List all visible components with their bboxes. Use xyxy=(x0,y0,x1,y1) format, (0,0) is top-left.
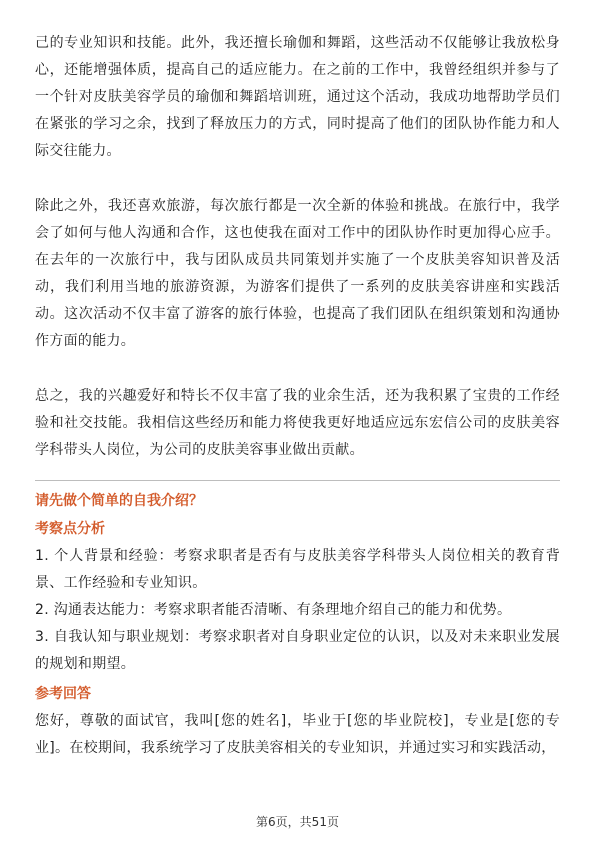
page-content xyxy=(35,30,560,762)
reference-answer-heading: 参考回答 xyxy=(35,686,91,702)
paragraph-hobbies-yoga-dance: 己的专业知识和技能。此外，我还擅长瑜伽和舞蹈，这些活动不仅能够让我放松身心，还能增强体质，提高自己的适应能力。在之前的工作中，我曾经组织并参与了一个针对皮肤美容学员的瑜伽和舞蹈培训班，通过这个活动，我成功地帮助学员们在紧张的学习之余，找到了释放压力的方式，同时提高了他们的团队协作能力和人际交往能力。 xyxy=(35,35,560,159)
analysis-item: 2. 沟通表达能力：考察求职者能否清晰、有条理地介绍自己的能力和优势。 xyxy=(35,602,512,618)
page-number-footer: 第6页，共51页 xyxy=(256,815,339,829)
paragraph-conclusion: 总之，我的兴趣爱好和特长不仅丰富了我的业余生活，还为我积累了宝贵的工作经验和社交技能。我相信这些经历和能力将使我更好地适应远东宏信公司的皮肤美容学科带头人岗位，为公司的皮肤美容事业做出贡献。 xyxy=(35,388,560,458)
analysis-heading: 考察点分析 xyxy=(35,521,105,537)
analysis-item: 1. 个人背景和经验：考察求职者是否有与皮肤美容学科带头人岗位相关的教育背景、工作经验和专业知识。 xyxy=(35,548,560,591)
paragraph-spacer xyxy=(35,165,560,193)
paragraph-travel: 除此之外，我还喜欢旅游，每次旅行都是一次全新的体验和挑战。在旅行中，我学会了如何与他人沟通和合作，这也使我在面对工作中的团队协作时更加得心应手。在去年的一次旅行中，我与团队成员共同策划并实施了一个皮肤美容知识普及活动，我们利用当地的旅游资源，为游客们提供了一系列的皮肤美容讲座和实践活动。这次活动不仅丰富了游客的旅行体验，也提高了我们团队在组织策划和沟通协作方面的能力。 xyxy=(35,198,560,349)
reference-answer-text: 您好，尊敬的面试官，我叫[您的姓名]，毕业于[您的毕业院校]，专业是[您的专业]。在校期间，我系统学习了皮肤美容相关的专业知识，并通过实习和实践活动， xyxy=(35,713,560,756)
interview-question: 请先做个简单的自我介绍？ xyxy=(35,493,203,509)
analysis-item: 3. 自我认知与职业规划：考察求职者对自身职业定位的认识，以及对未来职业发展的规划和期望。 xyxy=(35,629,560,672)
paragraph-spacer xyxy=(35,355,560,383)
section-divider xyxy=(35,480,560,481)
